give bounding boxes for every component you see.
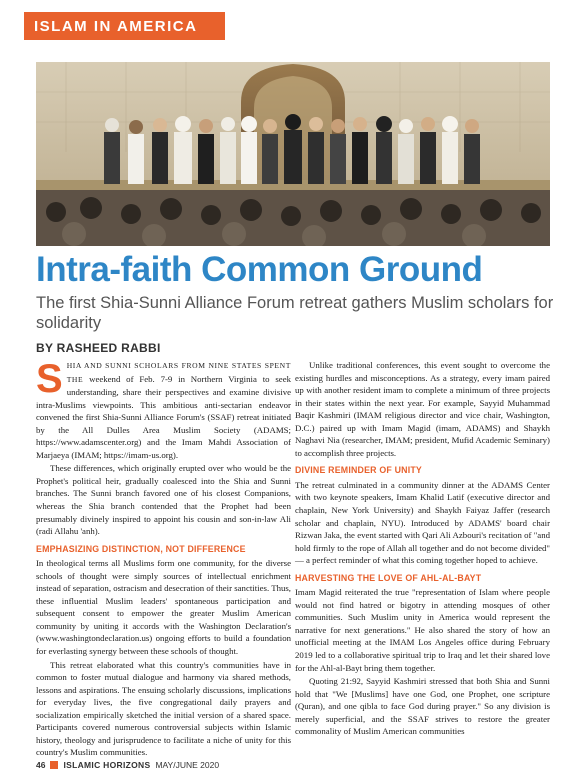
page-number: 46 bbox=[36, 760, 46, 770]
drop-cap: S bbox=[36, 357, 63, 401]
section-subheading: HARVESTING THE LOVE OF AHL-AL-BAYT bbox=[295, 572, 482, 583]
magazine-name: ISLAMIC HORIZONS bbox=[63, 760, 151, 770]
paragraph-text: weekend of Feb. 7-9 in Northern Virginia to seek understanding, share their perspectives and examine divisive intra-Muslims viewpoints. This ambitious anti-sectarian endeavor convened the first Shia-Sunni Alliance Forum's (SSAF) retreat initiated by the All Dulles Area Muslim Society (ADAMS; https://www.adamscenter.org) and the Imam Mahdi Association of Marjaeya (IMAM; https://imam-us.org). bbox=[36, 373, 291, 460]
byline: BY RASHEED RABBI bbox=[36, 341, 161, 355]
article-column-left bbox=[36, 359, 291, 760]
orange-square-icon bbox=[50, 761, 58, 769]
issue-date: MAY/JUNE 2020 bbox=[155, 760, 220, 770]
group-photo bbox=[36, 62, 550, 246]
article-paragraph: Quoting 21:92, Sayyid Kashmiri stressed that both Shia and Sunni hold that "We [Muslims] have one God, one Prophet, one scripture (Quran), and one qibla to face God during prayer." So any division is merely superficial, and the SSAF strives to restore the greater commonality of Muslim American communities bbox=[295, 676, 550, 737]
article-paragraph: Imam Magid reiterated the true "representation of Islam where people would not find hatred or bigotry in attending mosques of other communities. Such Muslim unity in America would represent the narrative for next generations." He also shared the story of how an unofficial meeting at the IMAM Los Angeles office during February 2019 led to a collaborative spiritual trip to Iraq and let their shared love for the Ahl-al-Bayt bring them together. bbox=[295, 587, 550, 673]
article-paragraph: In theological terms all Muslims form one community, for the diverse schools of thought were simply sources of intellectual enrichment instead of separation, ostracism and desecration of their sanctities. Thus, these influential Muslim leaders' spontaneous participation and subsequent consent to empower the greater Muslim American community by uniting it accords with the Washington Declaration's (www.washingtondeclaration.us) ongoing efforts to build a foundation for everlasting synergy between these schools of thought. bbox=[36, 558, 291, 657]
page-footer bbox=[36, 760, 219, 770]
article-paragraph: The retreat culminated in a community dinner at the ADAMS Center with two keynote speakers, Imam Khalid Latif (executive director and chaplain, New York University) and Shaykh Faiyaz Jaffer (research scholar and chaplain, NYU). Introduced by ADAMS' board chair Rizwan Jaka, the event started with Qari Ali Azbouri's recitation of "and hold firmly to the rope of Allah all together and do not become divided" — a perfect reminder of what this coming together hoped to achieve. bbox=[295, 479, 550, 566]
article-paragraph: This retreat elaborated what this country's communities have in common to foster mutual dialogue and harmony via shared methods, lessons and aspirations. The ensuing scholarly discussions, implications for everyday lives, the five congregational daily prayers and socialization empirically sketched the initial version of a shared space. Participants covered numerous controversial subjects within Islamic history, theology and jurisprudence to facilitate a niche of unity for this country's Muslim communities. bbox=[36, 659, 291, 758]
section-subheading: DIVINE REMINDER OF UNITY bbox=[295, 465, 422, 476]
article-paragraph bbox=[36, 359, 291, 461]
lead-smallcaps: HIA AND SUNNI SCHOLARS FROM NINE STATES SPENT THE bbox=[66, 361, 291, 384]
article-column-right bbox=[295, 359, 550, 739]
article-paragraph: These differences, which originally erupted over who would be the Prophet's political heir, gradually coalesced into the Shia and Sunni branches. The Sunni branch favored one of his closest Companions, whereas the Shia branch contended that the Prophet had been presumably divinely inspired to appoint his cousin and son-in-law Ali (radi Allahu 'anh). bbox=[36, 463, 291, 537]
section-subheading: EMPHASIZING DISTINCTION, NOT DIFFERENCE bbox=[36, 543, 246, 554]
section-header: ISLAM IN AMERICA bbox=[24, 12, 225, 40]
subheadline: The first Shia-Sunni Alliance Forum retreat gathers Muslim scholars for solidarity bbox=[36, 294, 554, 332]
article-paragraph: Unlike traditional conferences, this event sought to overcome the existing hurdles and misconceptions. As a strategy, every imam paired up with another resident imam to complete a minimum of three projects in their states within the next year. For example, Sayyid Muhammad Baqir Kashmiri (IMAM religious director and vice chair, Washington, D.C.) paired up with Imam Magid (imam, ADAMS) and Shaykh Naghavi Nia (researcher, IMAM; president, Mufid Academic Seminary) to accomplish three projects. bbox=[295, 360, 550, 458]
headline: Intra-faith Common Ground bbox=[36, 250, 483, 289]
